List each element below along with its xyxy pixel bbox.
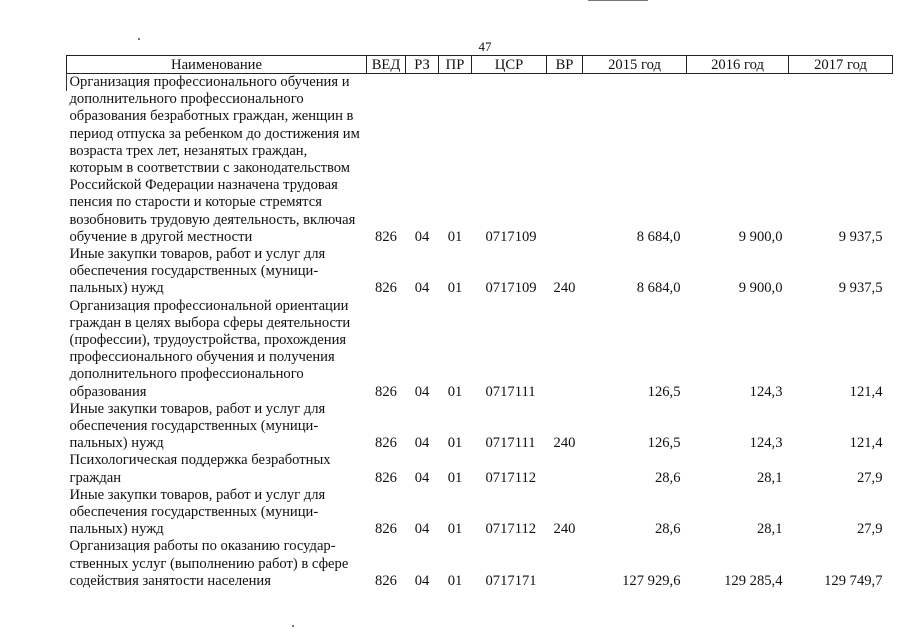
- row-vr: [547, 298, 583, 401]
- header-ved: ВЕД: [367, 56, 406, 74]
- row-2016: 28,1: [756, 521, 783, 538]
- header-pr: ПР: [439, 56, 472, 74]
- header-csr: ЦСР: [472, 56, 547, 74]
- budget-table: [66, 55, 893, 590]
- header-vr: ВР: [547, 56, 583, 74]
- table-row: [67, 246, 893, 298]
- header-rz: РЗ: [406, 56, 439, 74]
- table-header-row: [67, 56, 893, 74]
- row-rz: 04: [414, 521, 430, 538]
- row-2015: 28,6: [654, 469, 681, 486]
- row-name: Иные закупки товаров, работ и услуг для обеспечения государственных (муниципальных) нужд: [69, 246, 326, 297]
- row-2017: 121,4: [849, 435, 883, 452]
- row-rz: 04: [414, 572, 430, 589]
- scan-artifact-line: [588, 0, 648, 1]
- row-ved: 826: [375, 469, 397, 486]
- row-csr: 0717111: [485, 383, 536, 400]
- row-ved: 826: [375, 280, 397, 297]
- row-csr: 0717111: [485, 435, 536, 452]
- row-name: Организация профессиональной ориентации граждан в целях выбора сферы деятельности (профессии), трудоустройства, прохождения профессионального обучения и получения дополнительного профессионального образования: [69, 297, 351, 400]
- row-2017: 121,4: [849, 383, 883, 400]
- row-2016: 124,3: [749, 383, 783, 400]
- row-rz: 04: [414, 280, 430, 297]
- row-ved: 826: [375, 435, 397, 452]
- row-name: Психологическая поддержка безработных граждан: [69, 452, 331, 486]
- row-2016: 9 900,0: [738, 228, 783, 245]
- row-csr: 0717109: [485, 228, 537, 245]
- row-2015: 126,5: [647, 435, 681, 452]
- page-number: 47: [478, 39, 492, 54]
- row-vr: [547, 538, 583, 590]
- row-pr: 01: [447, 521, 463, 538]
- row-pr: 01: [447, 435, 463, 452]
- scan-speck: [292, 625, 294, 627]
- row-name: Иные закупки товаров, работ и услуг для обеспечения государственных (муниципальных) нужд: [69, 400, 326, 452]
- row-csr: 0717171: [485, 572, 537, 589]
- row-2015: 127 929,6: [622, 572, 681, 589]
- row-pr: 01: [447, 383, 463, 400]
- row-name: Иные закупки товаров, работ и услуг для обеспечения государственных (муниципальных) нужд: [69, 486, 326, 538]
- row-2015: 126,5: [647, 383, 681, 400]
- row-2017: 9 937,5: [838, 280, 883, 297]
- row-name: Организация профессионального обучения и дополнительного профессионального образования безработных граждан, женщин в период отпуска за ребенком до достижения им возраста трех лет, незанятых граждан, которым в соответствии с законодательством Российской Федерации назначена трудовая пенсия по старости и которые стремятся возобновить трудовую деятельность, включая обучение в другой местности: [69, 74, 360, 245]
- row-ved: 826: [375, 572, 397, 589]
- row-2017: 27,9: [856, 521, 883, 538]
- row-2017: 27,9: [856, 469, 883, 486]
- row-2016: 28,1: [756, 469, 783, 486]
- row-vr: 240: [553, 435, 576, 452]
- row-vr: [547, 74, 583, 247]
- row-name: Организация работы по оказанию государственных услуг (выполнению работ) в сфере содействия занятости населения: [69, 538, 349, 589]
- table-row: [67, 538, 893, 590]
- row-csr: 0717112: [485, 469, 537, 486]
- row-ved: 826: [375, 383, 397, 400]
- row-pr: 01: [447, 469, 463, 486]
- table-row: [67, 74, 893, 247]
- table-row: [67, 452, 893, 486]
- row-2017: 129 749,7: [824, 572, 883, 589]
- row-2016: 129 285,4: [724, 572, 783, 589]
- table-row: [67, 401, 893, 453]
- table-row: [67, 298, 893, 401]
- row-vr: 240: [553, 521, 576, 538]
- row-csr: 0717112: [485, 521, 537, 538]
- row-ved: 826: [375, 521, 397, 538]
- header-name: Наименование: [67, 56, 367, 74]
- row-2016: 9 900,0: [738, 280, 783, 297]
- row-rz: 04: [414, 469, 430, 486]
- row-2015: 8 684,0: [636, 280, 681, 297]
- row-2016: 124,3: [749, 435, 783, 452]
- row-vr: 240: [553, 280, 576, 297]
- row-2017: 9 937,5: [838, 228, 883, 245]
- row-pr: 01: [447, 228, 463, 245]
- row-vr: [547, 452, 583, 486]
- row-2015: 28,6: [654, 521, 681, 538]
- header-2017: 2017 год: [789, 56, 893, 74]
- header-2016: 2016 год: [687, 56, 789, 74]
- row-rz: 04: [414, 383, 430, 400]
- row-pr: 01: [447, 572, 463, 589]
- row-rz: 04: [414, 435, 430, 452]
- row-rz: 04: [414, 228, 430, 245]
- scan-speck: [138, 38, 140, 40]
- row-ved: 826: [375, 228, 397, 245]
- header-2015: 2015 год: [583, 56, 687, 74]
- table-row: [67, 487, 893, 539]
- table-left-border-fragment: [66, 73, 67, 91]
- row-pr: 01: [447, 280, 463, 297]
- row-csr: 0717109: [485, 280, 537, 297]
- row-2015: 8 684,0: [636, 228, 681, 245]
